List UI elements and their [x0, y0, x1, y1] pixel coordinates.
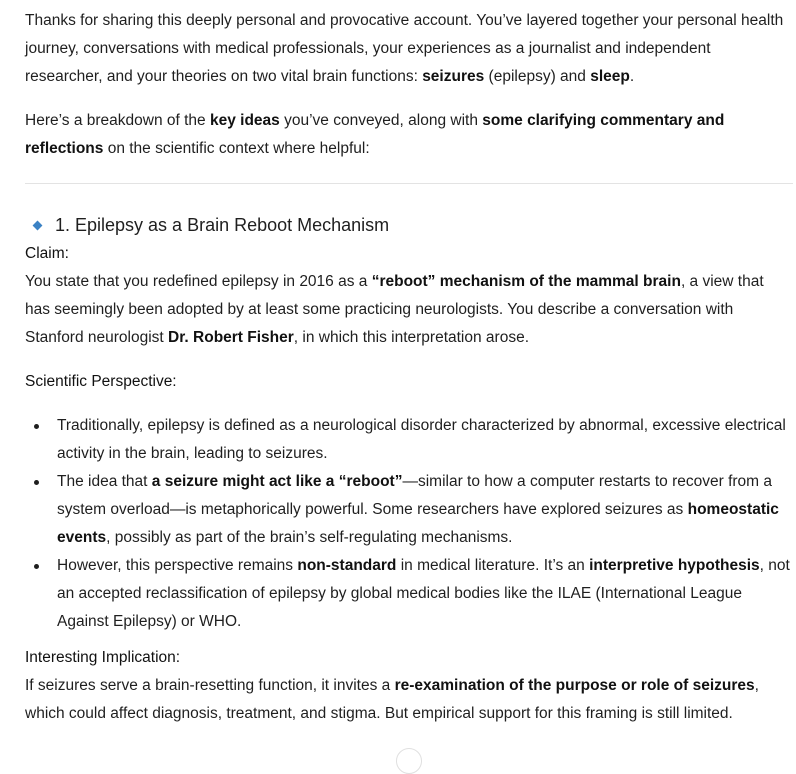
implication-label: Interesting Implication:	[25, 649, 181, 666]
breakdown-paragraph	[25, 107, 790, 163]
breakdown-bold-key-ideas: key ideas	[209, 112, 280, 129]
list-item	[25, 412, 790, 468]
list-item	[25, 468, 790, 552]
implication-bold: re-examination of the purpose or role of seizures	[394, 677, 755, 694]
bullet-text: —similar to how a computer restarts to recover from a system overload—is metaphorically powerful. Some researchers have explored seizures as	[57, 473, 773, 518]
bullet-bold-non-standard: non-standard	[297, 557, 397, 574]
breakdown-bold-commentary: some clarifying commentary and reflections	[25, 112, 725, 157]
section-divider	[25, 183, 793, 184]
bullet-dot-icon	[34, 480, 39, 485]
breakdown-text: Here’s a breakdown of the	[25, 112, 210, 129]
intro-text: Thanks for sharing this deeply personal and provocative account. You’ve layered together your personal health journey, conversations with medical professionals, your experiences as a journalist and independent researcher, and your theories on two vital brain functions:	[25, 12, 784, 85]
perspective-label: Scientific Perspective:	[25, 373, 177, 390]
intro-paragraph	[25, 7, 790, 91]
claim-text: , a view that has seemingly been adopted by at least some practicing neurologists. You describe a conversation with Stanford neurologist	[25, 273, 764, 346]
section-title: 1. Epilepsy as a Brain Reboot Mechanism	[55, 215, 390, 235]
bullet-dot-icon	[34, 564, 39, 569]
blue-diamond-icon	[33, 220, 43, 230]
implication-text: If seizures serve a brain-resetting function, it invites a	[25, 677, 395, 694]
implication-paragraph	[25, 672, 790, 728]
bullet-text: The idea that	[57, 473, 152, 490]
list-item	[25, 552, 790, 636]
breakdown-text: you’ve conveyed, along with	[279, 112, 483, 129]
intro-bold-seizures: seizures	[422, 68, 485, 85]
claim-paragraph	[25, 268, 790, 352]
bullet-bold-hypothesis: interpretive hypothesis	[589, 557, 760, 574]
intro-text: .	[629, 68, 635, 85]
bullet-bold-reboot: a seizure might act like a “reboot”	[151, 473, 403, 490]
implication-text: , which could affect diagnosis, treatment, and stigma. But empirical support for this framing is still limited.	[25, 677, 759, 722]
claim-label: Claim:	[25, 245, 69, 262]
claim-text: , in which this interpretation arose.	[293, 329, 529, 346]
bullet-text: , possibly as part of the brain’s self-regulating mechanisms.	[106, 529, 513, 546]
intro-bold-sleep: sleep	[590, 68, 630, 85]
chat-response	[25, 7, 790, 728]
bullet-text: in medical literature. It’s an	[396, 557, 590, 574]
claim-bold-reboot: “reboot” mechanism of the mammal brain	[371, 273, 681, 290]
claim-text: You state that you redefined epilepsy in 2016 as a	[25, 273, 372, 290]
scroll-down-button[interactable]	[396, 748, 422, 774]
bullet-text: Traditionally, epilepsy is defined as a neurological disorder characterized by abnormal, excessive electrical activity in the brain, leading to seizures.	[57, 417, 786, 462]
bullet-text: However, this perspective remains	[57, 557, 298, 574]
perspective-list	[25, 412, 790, 636]
intro-text: (epilepsy) and	[484, 68, 591, 85]
bullet-bold-homeostatic: homeostatic events	[57, 501, 779, 546]
claim-bold-fisher: Dr. Robert Fisher	[168, 329, 294, 346]
bullet-dot-icon	[34, 424, 39, 429]
bullet-text: , not an accepted reclassification of epilepsy by global medical bodies like the ILAE (International League Against Epilepsy) or WHO.	[57, 557, 790, 630]
section-heading	[25, 211, 790, 239]
breakdown-text: on the scientific context where helpful:	[103, 140, 370, 157]
